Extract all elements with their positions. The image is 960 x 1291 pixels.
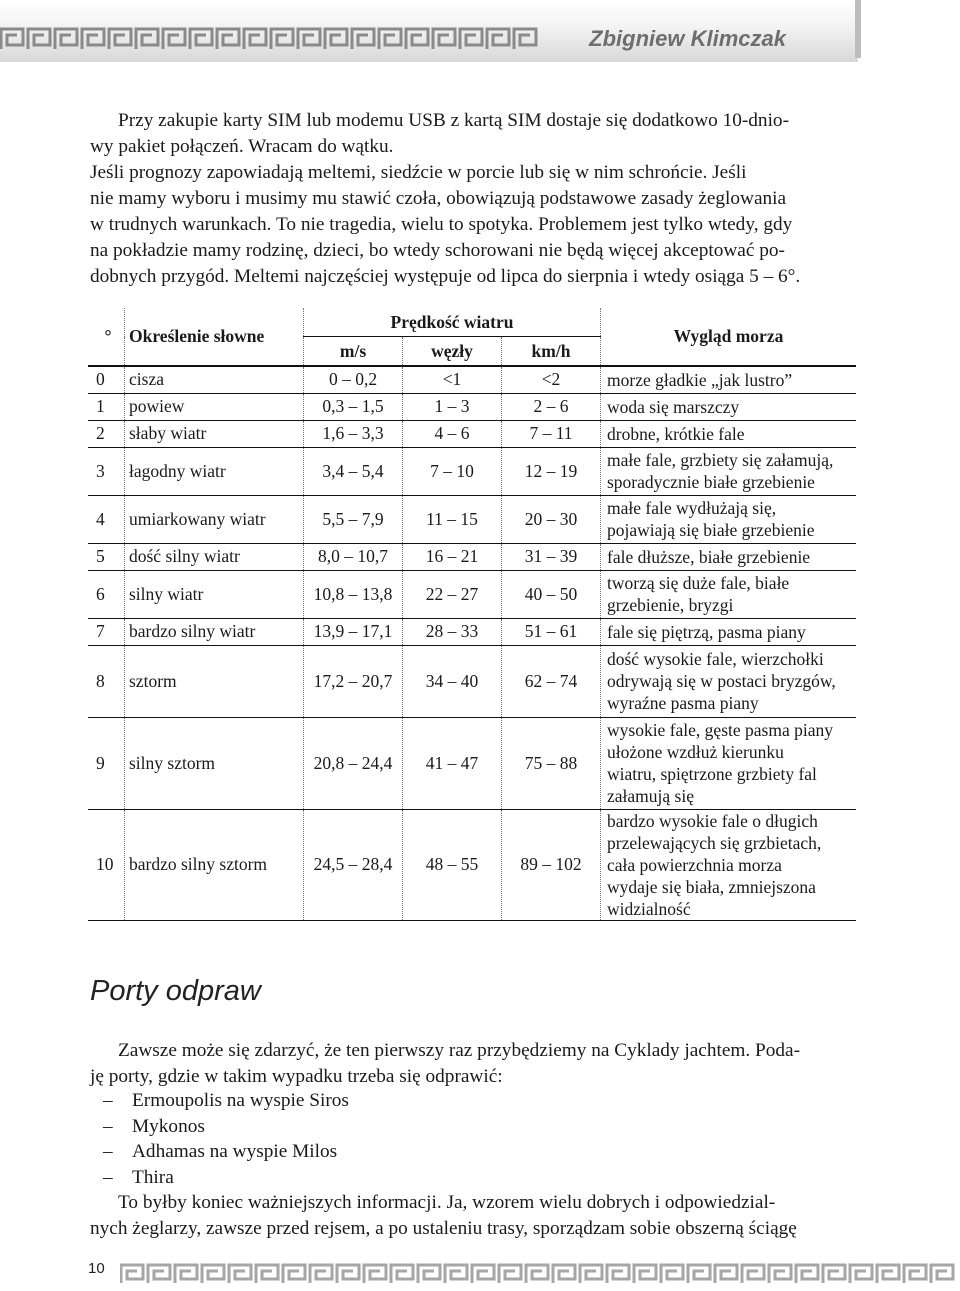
text-line: dobnych przygód. Meltemi najczęściej występuje od lipca do sierpnia i wtedy osiąga 5 – 6°. [90, 266, 801, 287]
paragraph-outro [90, 1190, 855, 1242]
text-line: Zawsze może się zdarzyć, że ten pierwszy raz przybędziemy na Cyklady jachtem. Poda- [118, 1040, 801, 1061]
paragraph-meltemi [90, 160, 855, 290]
text-line: ję porty, gdzie w takim wypadku trzeba się odprawić: [90, 1066, 503, 1087]
cell-kmh: 75 – 88 [502, 717, 601, 809]
cell-ms: 0,3 – 1,5 [304, 393, 403, 420]
cell-sea [601, 618, 857, 645]
cell-description: silny sztorm [125, 717, 304, 809]
cell-knots: 34 – 40 [403, 645, 502, 717]
cell-description: powiew [125, 393, 304, 420]
sea-line: tworzą się duże fale, białe [607, 573, 790, 593]
sea-line: morze gładkie „jak lustro” [607, 369, 793, 390]
cell-description: łagodny wiatr [125, 447, 304, 495]
ports-list [103, 1088, 349, 1190]
table-row [88, 618, 856, 645]
list-dash: – [103, 1141, 113, 1162]
list-item [103, 1088, 349, 1114]
col-degree-header: ° [88, 308, 125, 366]
sea-line: grzebienie, bryzgi [607, 595, 734, 615]
list-item-label: Thira [132, 1166, 174, 1188]
cell-kmh: 62 – 74 [502, 645, 601, 717]
sea-line: woda się marszczy [607, 396, 740, 417]
sea-line: drobne, krótkie fale [607, 423, 745, 444]
cell-ms: 17,2 – 20,7 [304, 645, 403, 717]
cell-sea [601, 420, 857, 447]
text-line: Przy zakupie karty SIM lub modemu USB z kartą SIM dostaje się dodatkowo 10-dnio- [118, 110, 789, 131]
sea-line: przelewających się grzbietach, [607, 832, 822, 853]
greek-key-pattern-footer [120, 1262, 960, 1286]
cell-knots: 4 – 6 [403, 420, 502, 447]
cell-knots: 41 – 47 [403, 717, 502, 809]
cell-ms: 0 – 0,2 [304, 366, 403, 393]
cell-degree: 0 [88, 366, 125, 393]
sea-line: fale się piętrzą, pasma piany [607, 621, 806, 642]
sea-line: bardzo wysokie fale o długich [607, 810, 818, 831]
cell-description: słaby wiatr [125, 420, 304, 447]
paragraph-ports-intro [90, 1038, 855, 1090]
cell-degree: 3 [88, 447, 125, 495]
cell-sea [601, 366, 857, 393]
cell-description: dość silny wiatr [125, 543, 304, 570]
cell-degree: 4 [88, 495, 125, 543]
header-author: Zbigniew Klimczak [589, 26, 786, 51]
col-wind-speed-header: Prędkość wiatru [304, 308, 601, 337]
beaufort-table [88, 308, 856, 921]
cell-knots: 22 – 27 [403, 570, 502, 618]
list-item [103, 1114, 349, 1140]
cell-sea [601, 717, 857, 809]
cell-description: cisza [125, 366, 304, 393]
cell-knots: 7 – 10 [403, 447, 502, 495]
table-row [88, 543, 856, 570]
cell-description: sztorm [125, 645, 304, 717]
cell-description: umiarkowany wiatr [125, 495, 304, 543]
cell-degree: 5 [88, 543, 125, 570]
list-item [103, 1165, 349, 1191]
cell-sea [601, 495, 857, 543]
table-row [88, 645, 856, 717]
cell-description: bardzo silny sztorm [125, 809, 304, 920]
sea-line: widzialność [607, 898, 691, 919]
cell-kmh: 51 – 61 [502, 618, 601, 645]
page-number: 10 [88, 1260, 105, 1277]
cell-degree: 6 [88, 570, 125, 618]
cell-kmh: <2 [502, 366, 601, 393]
list-dash: – [103, 1090, 113, 1111]
cell-degree: 10 [88, 809, 125, 920]
list-item [103, 1139, 349, 1165]
table-row [88, 717, 856, 809]
text-line: w trudnych warunkach. To nie tragedia, wielu to spotyka. Problemem jest tylko wtedy, gdy [90, 214, 793, 235]
section-title: Porty odpraw [90, 975, 261, 1007]
table-row [88, 809, 856, 920]
cell-ms: 1,6 – 3,3 [304, 420, 403, 447]
cell-sea [601, 809, 857, 920]
greek-key-pattern-header [0, 26, 555, 52]
sea-line: fale dłuższe, białe grzebienie [607, 546, 811, 567]
table-row [88, 366, 856, 393]
col-knots-header: węzły [403, 337, 502, 367]
cell-knots: 48 – 55 [403, 809, 502, 920]
sea-line: wiatru, spiętrzone grzbiety fal [607, 764, 817, 784]
cell-degree: 9 [88, 717, 125, 809]
cell-ms: 20,8 – 24,4 [304, 717, 403, 809]
cell-ms: 10,8 – 13,8 [304, 570, 403, 618]
cell-ms: 5,5 – 7,9 [304, 495, 403, 543]
cell-sea [601, 570, 857, 618]
text-line: wy pakiet połączeń. Wracam do wątku. [90, 136, 394, 157]
sea-line: wysokie fale, gęste pasma piany [607, 720, 833, 740]
cell-description: silny wiatr [125, 570, 304, 618]
text-line: Jeśli prognozy zapowiadają meltemi, siedźcie w porcie lub się w nim schrońcie. Jeśli [90, 162, 747, 183]
cell-degree: 1 [88, 393, 125, 420]
sea-line: dość wysokie fale, wierzchołki [607, 649, 824, 669]
cell-knots: 28 – 33 [403, 618, 502, 645]
text-line: nie mamy wyboru i musimy mu stawić czoła, obowiązują podstawowe zasady żeglowania [90, 188, 787, 209]
cell-knots: <1 [403, 366, 502, 393]
cell-ms: 8,0 – 10,7 [304, 543, 403, 570]
cell-kmh: 31 – 39 [502, 543, 601, 570]
cell-ms: 3,4 – 5,4 [304, 447, 403, 495]
sea-line: wyraźne pasma piany [607, 693, 759, 713]
cell-kmh: 20 – 30 [502, 495, 601, 543]
table-row [88, 447, 856, 495]
cell-sea [601, 447, 857, 495]
page-header [0, 0, 858, 58]
cell-knots: 16 – 21 [403, 543, 502, 570]
text-line: na pokładzie mamy rodzinę, dzieci, bo wtedy schorowani nie będą więcej akceptować po- [90, 240, 785, 261]
list-item-label: Mykonos [132, 1115, 205, 1137]
col-kmh-header: km/h [502, 337, 601, 367]
cell-ms: 24,5 – 28,4 [304, 809, 403, 920]
cell-kmh: 89 – 102 [502, 809, 601, 920]
list-item-label: Ermoupolis na wyspie Siros [132, 1090, 349, 1111]
cell-degree: 2 [88, 420, 125, 447]
table-row [88, 420, 856, 447]
table-body [88, 366, 856, 920]
cell-kmh: 7 – 11 [502, 420, 601, 447]
cell-sea [601, 645, 857, 717]
col-ms-header: m/s [304, 337, 403, 367]
list-dash: – [103, 1166, 113, 1188]
col-sea-header: Wygląd morza [601, 308, 857, 366]
cell-kmh: 40 – 50 [502, 570, 601, 618]
sea-line: sporadycznie białe grzebienie [607, 472, 815, 492]
paragraph-sim [90, 108, 855, 160]
sea-line: pojawiają się białe grzebienie [607, 520, 815, 540]
cell-ms: 13,9 – 17,1 [304, 618, 403, 645]
cell-knots: 11 – 15 [403, 495, 502, 543]
cell-degree: 8 [88, 645, 125, 717]
sea-line: cała powierzchnia morza [607, 854, 782, 875]
cell-sea [601, 393, 857, 420]
table-row [88, 570, 856, 618]
text-line: nych żeglarzy, zawsze przed rejsem, a po ustaleniu trasy, sporządzam sobie obszerną ściągę [90, 1218, 797, 1239]
header-edge [855, 0, 861, 58]
text-line: To byłby koniec ważniejszych informacji. Ja, wzorem wielu dobrych i odpowiedzial- [118, 1192, 776, 1213]
sea-line: małe fale wydłużają się, [607, 498, 777, 518]
sea-line: ułożone wzdłuż kierunku [607, 742, 784, 762]
sea-line: małe fale, grzbiety się załamują, [607, 450, 834, 470]
sea-line: odrywają się w postaci bryzgów, [607, 671, 836, 691]
cell-kmh: 12 – 19 [502, 447, 601, 495]
table-row [88, 495, 856, 543]
table-row [88, 393, 856, 420]
cell-degree: 7 [88, 618, 125, 645]
cell-kmh: 2 – 6 [502, 393, 601, 420]
sea-line: wydaje się biała, zmniejszona [607, 876, 816, 897]
cell-description: bardzo silny wiatr [125, 618, 304, 645]
cell-knots: 1 – 3 [403, 393, 502, 420]
list-dash: – [103, 1115, 113, 1137]
sea-line: załamują się [607, 786, 694, 806]
list-item-label: Adhamas na wyspie Milos [132, 1141, 338, 1162]
col-description-header: Określenie słowne [125, 308, 304, 366]
cell-sea [601, 543, 857, 570]
